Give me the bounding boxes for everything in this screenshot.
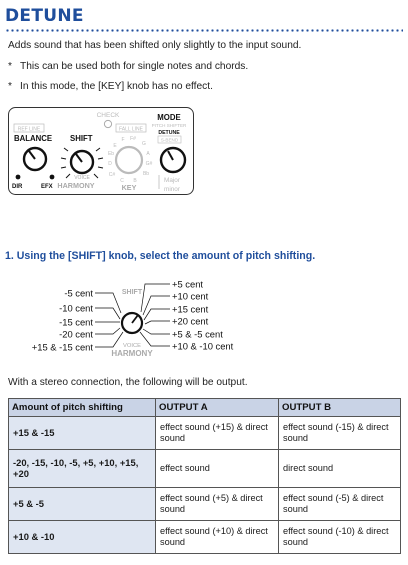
shift-knob-diagram <box>10 273 310 363</box>
table-cell: effect sound (+15) & direct sound <box>156 417 279 450</box>
table-cell: effect sound (+5) & direct sound <box>156 488 279 521</box>
balance-label: BALANCE <box>14 134 53 143</box>
table-cell: effect sound (-5) & direct sound <box>279 488 401 521</box>
shift-option-right: +5 cent <box>172 278 204 290</box>
panel-illustration <box>8 107 194 195</box>
column-header: Amount of pitch shifting <box>9 399 156 417</box>
major-label: Major <box>164 177 180 184</box>
table-header-row <box>9 399 401 417</box>
note-text: In this mode, the [KEY] knob has no effect. <box>20 81 213 92</box>
shift-option-left: +15 & -15 cent <box>31 341 93 353</box>
ref-line-label: REF LINE <box>17 126 41 133</box>
dir-label: DIR <box>12 184 23 190</box>
fall-line-label: FALL LINE <box>119 126 143 133</box>
key-letter: Bb <box>142 171 150 177</box>
shift-option-left: -15 cent <box>59 316 93 328</box>
table-cell: direct sound <box>279 450 401 488</box>
output-table <box>8 398 401 554</box>
table-row <box>9 450 401 488</box>
description: Adds sound that has been shifted only slightly to the input sound. <box>8 40 302 51</box>
key-letter: E <box>113 143 117 149</box>
note-item <box>8 61 248 72</box>
key-letter: D <box>108 161 112 167</box>
key-letter: F# <box>130 136 136 142</box>
key-letter: B <box>133 178 137 184</box>
pitch-shifter-label: PITCH SHIFTER <box>151 123 187 128</box>
mode-label: MODE <box>157 113 181 122</box>
shift-option-left: -10 cent <box>59 302 93 314</box>
key-letter: Eb <box>107 151 115 157</box>
key-letter: G <box>142 141 146 147</box>
table-cell: +5 & -5 <box>9 488 156 521</box>
shift-option-left: -20 cent <box>59 328 93 340</box>
minor-label: minor <box>164 186 180 193</box>
key-letter: F <box>121 137 125 143</box>
key-letter: G# <box>145 161 153 167</box>
shift-option-right: +15 cent <box>172 303 209 315</box>
key-knob-icon <box>116 147 142 173</box>
table-cell: -20, -15, -10, -5, +5, +10, +15, +20 <box>9 450 156 488</box>
title-dotted-rule <box>5 29 403 32</box>
output-note: With a stereo connection, the following will be output. <box>8 377 248 388</box>
table-cell: effect sound <box>156 450 279 488</box>
shift-label: SHIFT <box>70 134 93 143</box>
table-row <box>9 521 401 554</box>
voice-label: VOICE <box>122 343 142 349</box>
key-letter: C# <box>108 172 116 178</box>
s-bend-label: S-BEND <box>160 137 179 143</box>
table-cell: +10 & -10 <box>9 521 156 554</box>
shift-option-left: -5 cent <box>64 287 93 299</box>
shift-label: SHIFT <box>121 289 143 296</box>
page-title: DETUNE <box>5 6 84 26</box>
harmony-label: HARMONY <box>57 181 95 190</box>
detune-label: DETUNE <box>158 130 180 136</box>
check-led-icon <box>104 120 111 127</box>
efx-label: EFX <box>41 184 53 190</box>
column-header: OUTPUT A <box>156 399 279 417</box>
table-cell: +15 & -15 <box>9 417 156 450</box>
shift-option-right: +10 & -10 cent <box>172 340 234 352</box>
harmony-label: HARMONY <box>111 349 153 358</box>
table-row <box>9 417 401 450</box>
voice-label: VOICE <box>74 175 90 181</box>
step-heading: 1. Using the [SHIFT] knob, select the amount of pitch shifting. <box>5 250 316 262</box>
key-label: KEY <box>121 183 137 192</box>
check-label: CHECK <box>96 112 120 119</box>
column-header: OUTPUT B <box>279 399 401 417</box>
note-marker: * <box>8 81 12 92</box>
note-text: This can be used both for single notes and chords. <box>20 61 249 72</box>
key-letter: C <box>120 178 124 184</box>
note-item <box>8 81 213 92</box>
table-cell: effect sound (-10) & direct sound <box>279 521 401 554</box>
table-cell: effect sound (-15) & direct sound <box>279 417 401 450</box>
shift-option-right: +5 & -5 cent <box>172 328 223 340</box>
note-marker: * <box>8 61 12 72</box>
shift-option-right: +20 cent <box>172 315 209 327</box>
table-row <box>9 488 401 521</box>
shift-option-right: +10 cent <box>172 290 209 302</box>
key-letter: A <box>146 151 150 157</box>
table-cell: effect sound (+10) & direct sound <box>156 521 279 554</box>
